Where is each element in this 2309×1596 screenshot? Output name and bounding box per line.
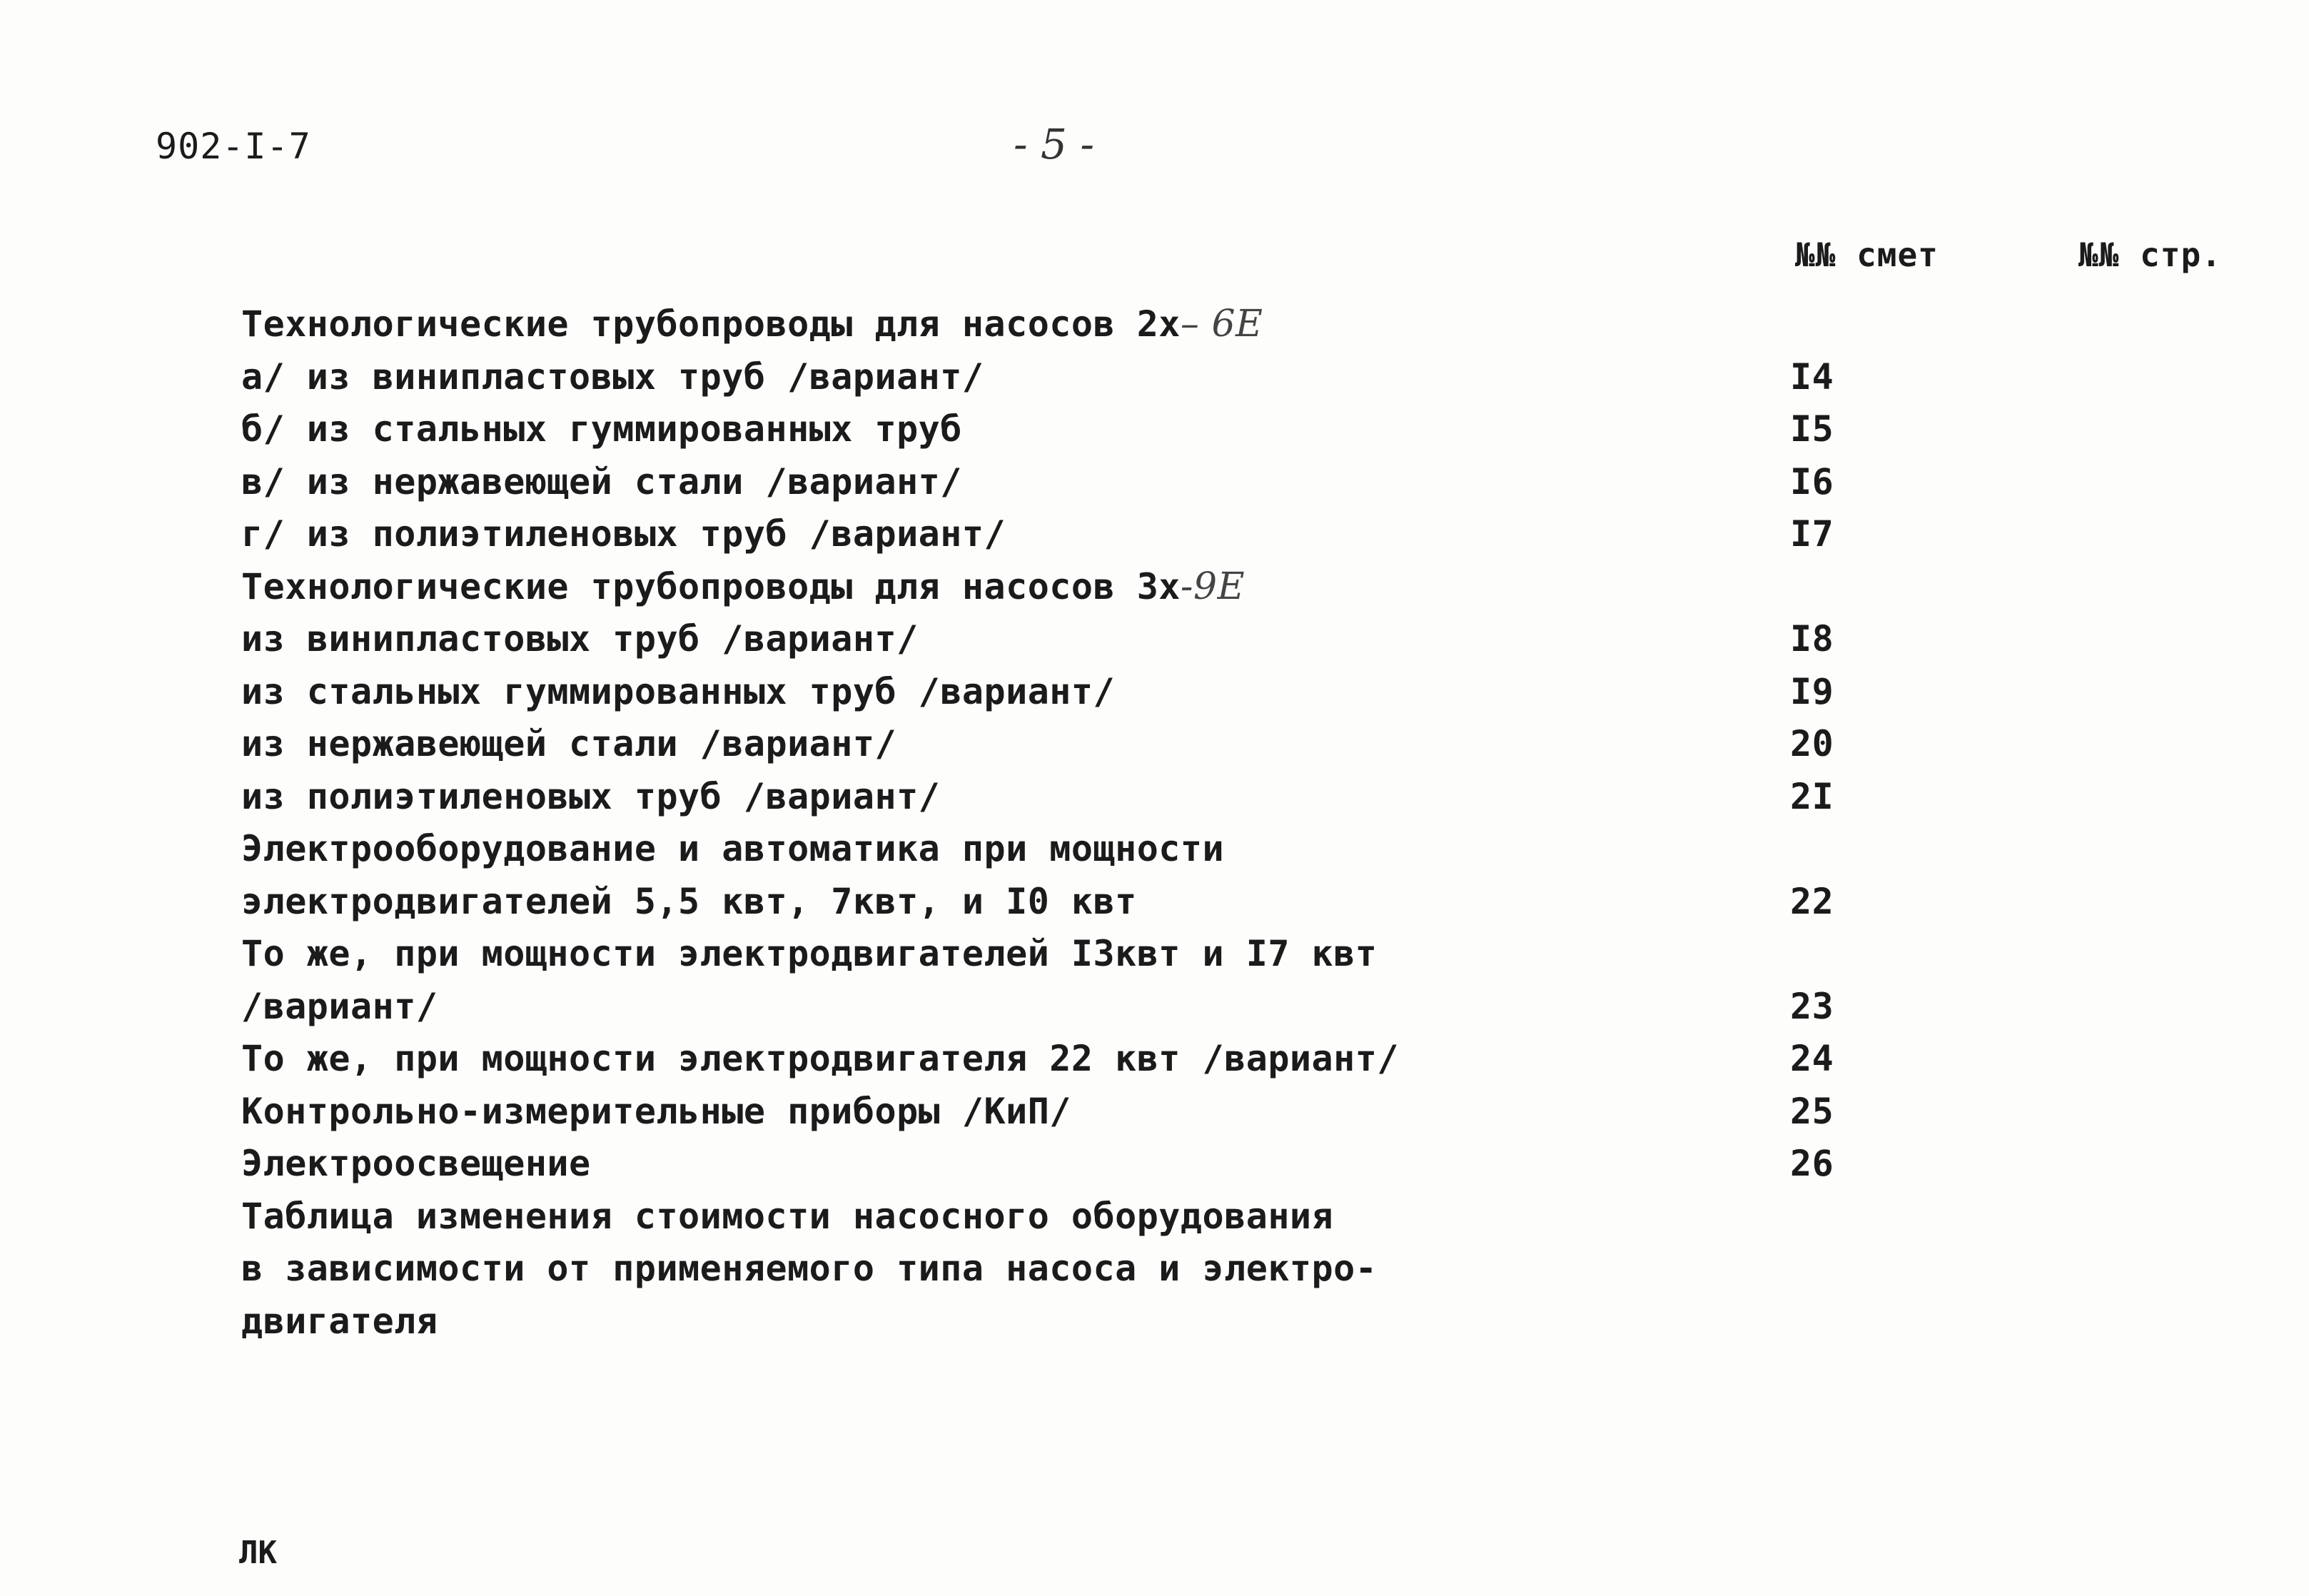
entry-text: Электроосвещение xyxy=(241,1143,591,1184)
list-item xyxy=(241,561,1883,614)
entry-text: из полиэтиленовых труб /вариант/ xyxy=(241,775,941,817)
footer-mark: ЛК xyxy=(239,1535,277,1571)
handwritten-annotation: – 6Е xyxy=(1180,303,1263,345)
document-code: 902-I-7 xyxy=(156,126,311,167)
estimate-number: 22 xyxy=(1790,880,1834,922)
entry-text: из нержавеющей стали /вариант/ xyxy=(241,723,897,764)
list-item xyxy=(241,666,1883,719)
entry-text: Технологические трубопроводы для насосов 2х xyxy=(241,303,1181,345)
estimate-number: I6 xyxy=(1790,460,1834,502)
entry-title xyxy=(241,1086,1071,1138)
estimate-number: 26 xyxy=(1790,1143,1834,1184)
contents-list xyxy=(241,298,1883,1348)
estimate-number: I4 xyxy=(1790,355,1834,398)
entry-text: Контрольно-измерительные приборы /КиП/ xyxy=(241,1090,1071,1132)
entry-title xyxy=(241,508,1006,561)
entry-text: То же, при мощности электродвигателей I3квт и I7 квт xyxy=(241,933,1378,974)
estimate-number: 20 xyxy=(1790,723,1834,764)
entry-title xyxy=(241,876,1137,929)
estimate-number: 2I xyxy=(1790,775,1834,817)
page-number: - 5 - xyxy=(1014,120,1094,168)
estimate-number: 23 xyxy=(1790,985,1834,1027)
entry-text: из стальных гуммированных труб /вариант/ xyxy=(241,670,1116,712)
list-item xyxy=(241,1033,1883,1086)
list-item xyxy=(241,403,1883,456)
list-item xyxy=(241,508,1883,561)
estimate-number: 25 xyxy=(1790,1090,1834,1132)
list-item xyxy=(241,771,1883,824)
entry-text: То же, при мощности электродвигателя 22 квт /вариант/ xyxy=(241,1038,1399,1079)
list-item xyxy=(241,718,1883,771)
entry-text: Технологические трубопроводы для насосов 3х xyxy=(241,565,1181,607)
entry-title xyxy=(241,928,1377,981)
entry-text: электродвигателей 5,5 квт, 7квт, и I0 квт xyxy=(241,880,1137,922)
list-item xyxy=(241,1086,1883,1138)
entry-title xyxy=(241,1033,1399,1086)
entry-title xyxy=(241,1243,1377,1296)
list-item xyxy=(241,613,1883,666)
page-number-column-header: №№ стр. xyxy=(2078,236,2222,274)
list-item xyxy=(241,351,1883,404)
entry-title xyxy=(241,298,1263,351)
entry-title xyxy=(241,613,919,666)
entry-text: Таблица изменения стоимости насосного оборудования xyxy=(241,1195,1334,1237)
entry-text: в/ из нержавеющей стали /вариант/ xyxy=(241,460,962,502)
estimate-number: I5 xyxy=(1790,408,1834,450)
entry-title xyxy=(241,456,962,509)
list-item xyxy=(241,1191,1883,1243)
entry-text: /вариант/ xyxy=(241,985,438,1027)
estimate-number: I9 xyxy=(1790,670,1834,712)
list-item xyxy=(241,1243,1883,1296)
estimate-number-column-header: №№ смет xyxy=(1795,236,1939,274)
entry-text: а/ из винипластовых труб /вариант/ xyxy=(241,355,984,398)
list-item xyxy=(241,1138,1883,1191)
list-item xyxy=(241,456,1883,509)
entry-title xyxy=(241,403,962,456)
entry-text: из винипластовых труб /вариант/ xyxy=(241,618,919,660)
list-item xyxy=(241,1296,1883,1348)
estimate-number: I7 xyxy=(1790,513,1834,555)
entry-title xyxy=(241,1191,1333,1243)
list-item xyxy=(241,298,1883,351)
entry-text: в зависимости от применяемого типа насоса и электро- xyxy=(241,1248,1378,1289)
entry-text: Электрооборудование и автоматика при мощности xyxy=(241,828,1225,869)
list-item xyxy=(241,928,1883,981)
entry-title xyxy=(241,1138,591,1191)
entry-title xyxy=(241,666,1115,719)
entry-title xyxy=(241,771,940,824)
handwritten-annotation: -9Е xyxy=(1180,565,1246,608)
estimate-number: 24 xyxy=(1790,1038,1834,1079)
entry-text: г/ из полиэтиленовых труб /вариант/ xyxy=(241,513,1006,555)
entry-title xyxy=(241,561,1245,614)
entry-title xyxy=(241,718,896,771)
entry-title xyxy=(241,1296,438,1348)
entry-title xyxy=(241,823,1224,876)
estimate-number: I8 xyxy=(1790,618,1834,660)
list-item xyxy=(241,876,1883,929)
entry-text: двигателя xyxy=(241,1300,438,1342)
entry-title xyxy=(241,351,984,404)
entry-text: б/ из стальных гуммированных труб xyxy=(241,408,962,450)
entry-title xyxy=(241,981,438,1034)
list-item xyxy=(241,823,1883,876)
list-item xyxy=(241,981,1883,1034)
